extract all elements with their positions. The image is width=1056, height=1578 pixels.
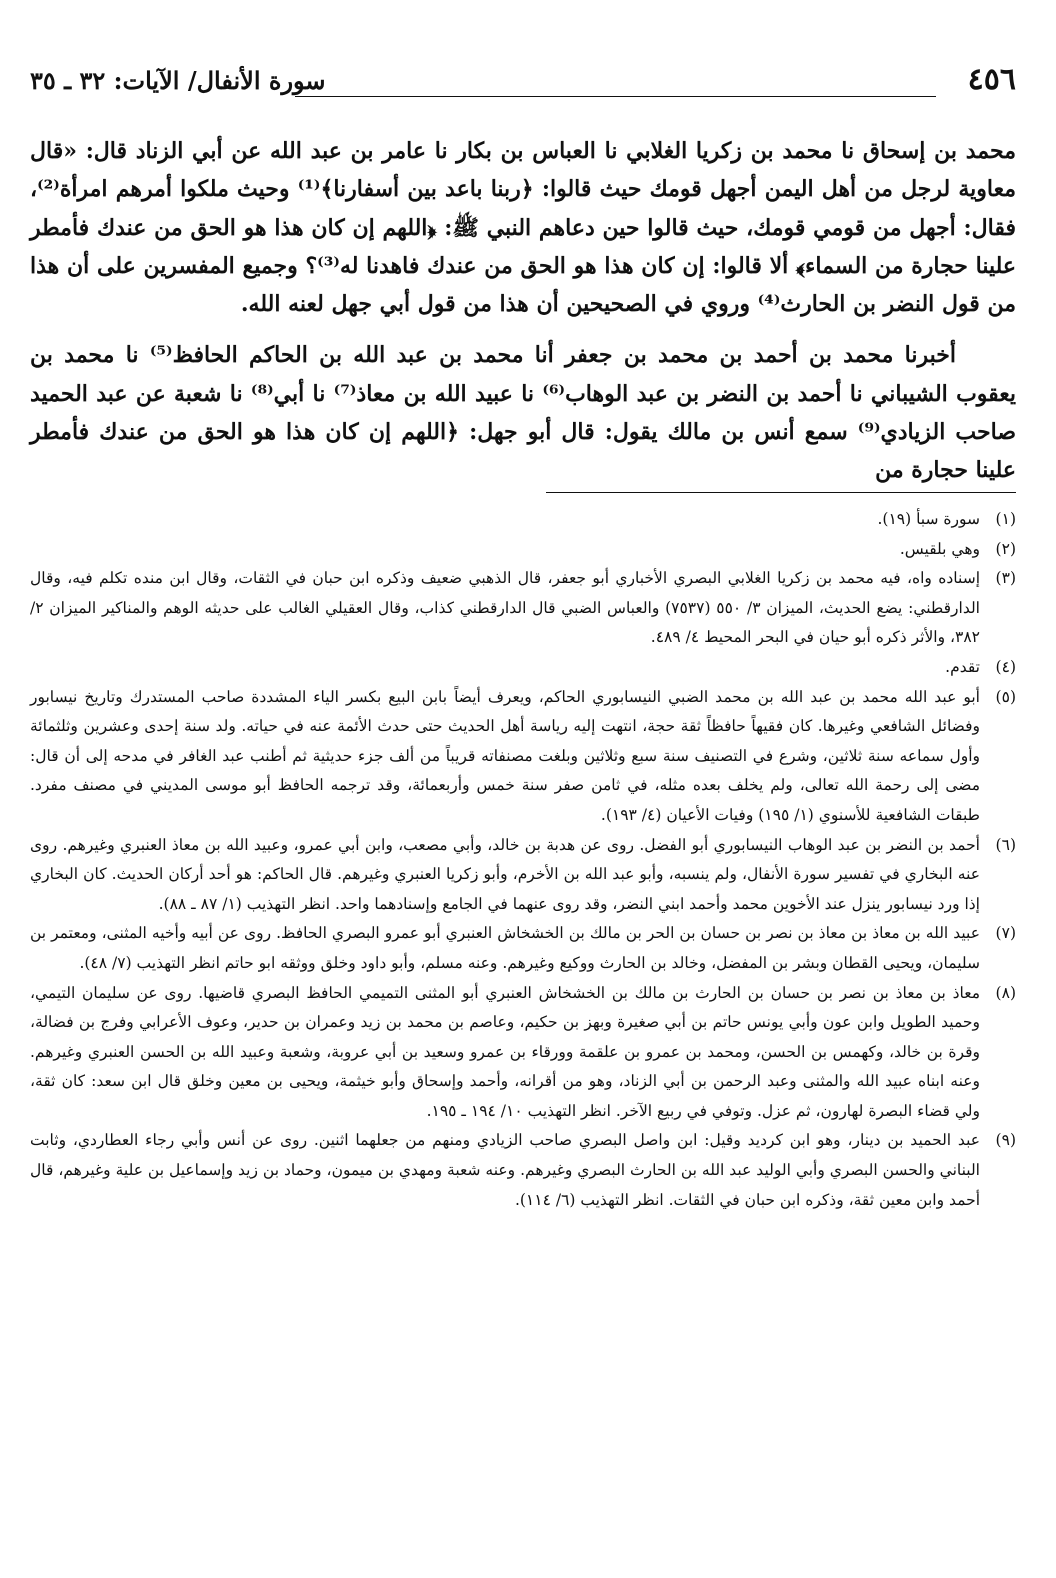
- footnote-text: تقدم.: [945, 657, 980, 676]
- footnote-number: (٤): [995, 657, 1016, 676]
- footnote-text: معاذ بن معاذ بن نصر بن حسان بن الحارث بن مالك بن الخشخاش العنبري أبو المثنى التميمي الحافظ البصري قاضيها. روى عن سليمان التيمي، وحميد الطويل وابن عون وأبي يونس حاتم بن أبي صغيرة وبهز بن حكيم، وعاصم بن محمد بن زيد وعمران بن حدير، وعوف الأعرابي وفرج بن فضالة، وقرة بن خالد، وكهمس بن الحسن، ومحمد بن عمرو بن علقمة وورقاء بن عمرو وسعيد بن أبي عروبة، وشعبة وعبيد الله بن الحسن العنبري وغيرهم. وعنه ابناه عبيد الله والمثنى وعبد الرحمن بن أبي الزناد، وهو من أقرانه، وأحمد وإسحاق وأبو خيثمة، ويحيى بن معين وخلق قال ابن سعد: كان ثقة، ولي قضاء البصرة لهارون، ثم عزل. وتوفي في ربيع الآخر. انظر التهذيب ١٠/ ١٩٤ ـ ١٩٥.: [30, 983, 981, 1120]
- page-number: ٤٥٦: [967, 62, 1016, 97]
- footnote-text: وهي بلقيس.: [899, 539, 980, 558]
- footnote-number: (٩): [995, 1131, 1016, 1150]
- footnote-separator: [546, 492, 1016, 493]
- footnote-text: إسناده واه، فيه محمد بن زكريا الغلابي البصري الأخباري أبو جعفر، قال الذهبي ضعيف وذكره ابن حبان في الثقات، وقال ابن منده تكلم فيه، وقال الدارقطني: يضع الحديث، الميزان ٣/ ٥٥٠ (٧٥٣٧) والعباس الضبي قال الدارقطني كذاب، وقال العقيلي الغالب على حديثه الوهم والمناكير الميزان ٢/ ٣٨٢، والأثر ذكره أبو حيان في البحر المحيط ٤/ ٤٨٩.: [30, 569, 980, 647]
- footnote: [30, 653, 1016, 683]
- header-rule: [295, 96, 936, 97]
- footnote-text: أحمد بن النضر بن عبد الوهاب النيسابوري أبو الفضل. روى عن هدبة بن خالد، وأبي مصعب، وابن أبي عمرو، وعبيد الله بن معاذ العنبري وغيرهم. روى عنه البخاري في تفسير سورة الأنفال، ولم ينسبه، وأبو عبد الله بن الأخرم، وأبو زكريا العنبري وغيرهم. قال الحاكم: هو أحد أركان الحديث. كان البخاري إذا ورد نيسابور ينزل عند الأخوين محمد وأحمد ابني النضر، وقد روى عنهما في الجامع وإسنادهما واحد. انظر التهذيب (١/ ٨٧ ـ ٨٨).: [30, 835, 980, 913]
- footnote-number: (٨): [995, 983, 1016, 1002]
- footnotes: [30, 505, 1016, 1215]
- footnote: [30, 831, 1016, 920]
- footnote: [30, 979, 1016, 1127]
- footnote-number: (٧): [995, 924, 1016, 943]
- footnote: [30, 535, 1016, 565]
- footnote: [30, 683, 1016, 831]
- footnote-text: سورة سبأ (١٩).: [877, 510, 980, 528]
- footnote: [30, 505, 1016, 535]
- footnote: [30, 1126, 1016, 1215]
- main-text: [30, 132, 1016, 503]
- page-header: [30, 62, 1016, 102]
- main-paragraph-2: أخبرنا محمد بن أحمد بن محمد بن جعفر أنا محمد بن عبد الله بن الحاكم الحافظ⁽⁵⁾ نا محمد بن يعقوب الشيباني نا أحمد بن النضر بن عبد الوهاب⁽⁶⁾ نا عبيد الله بن معاذ⁽⁷⁾ نا أبي⁽⁸⁾ نا شعبة عن عبد الحميد صاحب الزيادي⁽⁹⁾ سمع أنس بن مالك يقول: قال أبو جهل: ﴿اللهم إن كان هذا هو الحق من عندك فأمطر علينا حجارة من: [30, 342, 1017, 484]
- main-paragraph-1: محمد بن إسحاق نا محمد بن زكريا الغلابي نا العباس بن بكار نا عامر بن عبد الله عن أبي الزناد قال: «قال معاوية لرجل من أهل اليمن أجهل قومك حيث قالوا: ﴿ربنا باعد بين أسفارنا﴾⁽¹⁾ وحيث ملكوا أمرهم امرأة⁽²⁾، فقال: أجهل من قومي قومك، حيث قالوا حين دعاهم النبي ﷺ: ﴿اللهم إن كان هذا هو الحق من عندك فأمطر علينا حجارة من السماء﴾ ألا قالوا: إن كان هذا هو الحق من عندك فاهدنا له⁽³⁾؟ وجميع المفسرين على أن هذا من قول النضر بن الحارث⁽⁴⁾ وروي في الصحيحين أن هذا من قول أبي جهل لعنه الله.: [30, 138, 1017, 318]
- footnote-text: أبو عبد الله محمد بن عبد الله بن محمد الضبي النيسابوري الحاكم، ويعرف أيضاً بابن البيع بكسر الياء المشددة صاحب المستدرك وتاريخ نيسابور وفضائل الشافعي وغيرها. كان فقيهاً حافظاً ثقة حجة، انتهت إليه رياسة أهل الحديث حتى حدث الأئمة عنه في حياته. ولد سنة إحدى وعشرين وثلثمائة وأول سماعه سنة ثلاثين، وشرع في التصنيف سنة سبع وثلاثين وبلغت مصنفاته قريباً من ألف جزء حديثية ثم أطنب عبد الغافر في مدحه إلى أن قال: مضى إلى رحمة الله تعالى، ولم يخلف بعده مثله، في ثامن صفر سنة خمس وأربعمائة، وقد ترجمه الحافظ أبو موسى المديني في مصنف مفرد. طبقات الشافعية للأسنوي (١/ ١٩٥) وفيات الأعيان (٤/ ١٩٣).: [30, 687, 980, 824]
- footnote-number: (٥): [995, 687, 1016, 706]
- footnote-number: (١): [995, 510, 1016, 528]
- footnote: [30, 919, 1016, 978]
- footnote-text: عبد الحميد بن دينار، وهو ابن كرديد وقيل: ابن واصل البصري صاحب الزيادي ومنهم من جعلهما اثنين. روى عن أنس وأبي رجاء العطاردي، وثابت البناني والحسن البصري وأبي الوليد عبد الله بن الحارث البصري وغيرهم. وعنه شعبة ومهدي بن ميمون، وحماد بن زيد وإسماعيل بن علية وغيرهم، قال أحمد وابن معين ثقة، وذكره ابن حبان في الثقات. انظر التهذيب (٦/ ١١٤).: [30, 1131, 980, 1209]
- footnote-number: (٦): [995, 835, 1016, 854]
- footnote-text: عبيد الله بن معاذ بن معاذ بن نصر بن حسان بن الحر بن مالك بن الخشخاش العنبري أبو عمرو البصري الحافظ. روى عن أبيه وأخيه المثنى، ومعتمر بن سليمان، ويحيى القطان وبشر بن المفضل، وخالد بن الحارث ووكيع وغيرهم. وعنه مسلم، وأبو داود وخلق ووثقه ابو حاتم انظر التهذيب (٧/ ٤٨).: [30, 924, 980, 972]
- footnote-number: (٢): [995, 539, 1016, 558]
- running-title: سورة الأنفال/ الآيات: ٣٢ ـ ٣٥: [30, 66, 326, 95]
- footnote: [30, 564, 1016, 653]
- footnote-number: (٣): [995, 569, 1016, 588]
